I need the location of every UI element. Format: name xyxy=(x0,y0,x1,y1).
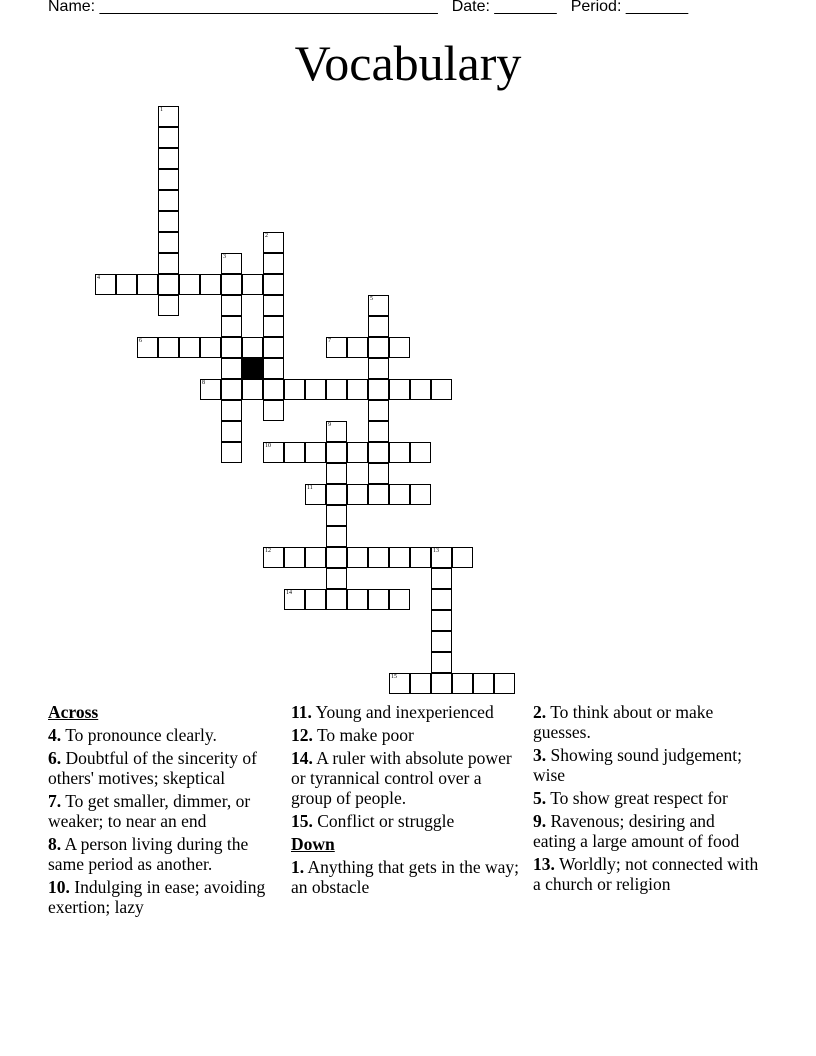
crossword-cell[interactable] xyxy=(158,211,179,232)
crossword-cell[interactable] xyxy=(158,190,179,211)
clue-number: 12 xyxy=(265,548,271,554)
crossword-cell[interactable] xyxy=(347,547,368,568)
crossword-cell[interactable] xyxy=(179,337,200,358)
crossword-cell[interactable] xyxy=(263,295,284,316)
crossword-cell[interactable] xyxy=(368,337,389,358)
crossword-cell[interactable] xyxy=(116,274,137,295)
down-heading: Down xyxy=(291,834,335,854)
worksheet-header xyxy=(48,0,702,16)
crossword-cell[interactable] xyxy=(221,400,242,421)
crossword-cell[interactable] xyxy=(431,568,452,589)
clue-number: 14 xyxy=(286,590,292,596)
crossword-cell[interactable] xyxy=(326,589,347,610)
clue-across-7: 7. To get smaller, dimmer, or weaker; to near an end xyxy=(48,791,251,831)
crossword-cell[interactable] xyxy=(410,673,431,694)
period-field: Period: _______ xyxy=(570,0,689,15)
crossword-cell[interactable] xyxy=(431,673,452,694)
crossword-cell[interactable] xyxy=(221,274,242,295)
crossword-cell[interactable] xyxy=(284,547,305,568)
crossword-cell[interactable] xyxy=(368,358,389,379)
clue-number: 9 xyxy=(328,422,331,428)
crossword-cell[interactable] xyxy=(326,421,347,442)
clue-down-2: 2. To think about or make guesses. xyxy=(533,702,714,742)
clue-across-4: 4. To pronounce clearly. xyxy=(48,725,217,745)
crossword-cell[interactable] xyxy=(473,673,494,694)
crossword-cell[interactable] xyxy=(326,484,347,505)
crossword-cell[interactable] xyxy=(389,442,410,463)
crossword-cell[interactable] xyxy=(431,547,452,568)
crossword-cell[interactable] xyxy=(158,295,179,316)
crossword-cell[interactable] xyxy=(305,589,326,610)
crossword-cell[interactable] xyxy=(431,379,452,400)
crossword-cell[interactable] xyxy=(158,232,179,253)
crossword-cell[interactable] xyxy=(263,253,284,274)
crossword-cell[interactable] xyxy=(305,484,326,505)
crossword-cell[interactable] xyxy=(431,589,452,610)
clues-column-1 xyxy=(48,702,276,920)
clue-number: 7 xyxy=(328,338,331,344)
crossword-cell[interactable] xyxy=(326,568,347,589)
crossword-cell[interactable] xyxy=(221,337,242,358)
crossword-cell[interactable] xyxy=(347,337,368,358)
crossword-cell[interactable] xyxy=(347,379,368,400)
crossword-cell[interactable] xyxy=(221,442,242,463)
crossword-cell[interactable] xyxy=(158,253,179,274)
clue-number: 3 xyxy=(223,254,226,260)
crossword-cell[interactable] xyxy=(242,379,263,400)
clue-down-13: 13. Worldly; not connected with a church or religion xyxy=(533,854,759,894)
crossword-cell[interactable] xyxy=(263,358,284,379)
clue-number: 11 xyxy=(307,485,313,491)
clue-across-15: 15. Conflict or struggle xyxy=(291,811,455,831)
crossword-cell[interactable] xyxy=(368,379,389,400)
crossword-cell[interactable] xyxy=(389,337,410,358)
clue-down-5: 5. To show great respect for xyxy=(533,788,728,808)
clue-across-6: 6. Doubtful of the sincerity of others' motives; skeptical xyxy=(48,748,257,788)
crossword-cell[interactable] xyxy=(263,232,284,253)
crossword-cell[interactable] xyxy=(368,547,389,568)
crossword-cell[interactable] xyxy=(158,274,179,295)
crossword-cell[interactable] xyxy=(326,337,347,358)
clue-across-8: 8. A person living during the same period as another. xyxy=(48,834,249,874)
crossword-cell[interactable] xyxy=(200,274,221,295)
crossword-cell[interactable] xyxy=(242,274,263,295)
crossword-cell[interactable] xyxy=(200,337,221,358)
crossword-cell[interactable] xyxy=(284,442,305,463)
clues-column-2 xyxy=(291,702,519,900)
crossword-cell[interactable] xyxy=(263,316,284,337)
crossword-cell[interactable] xyxy=(263,547,284,568)
crossword-cell[interactable] xyxy=(389,484,410,505)
crossword-cell[interactable] xyxy=(221,253,242,274)
crossword-cell[interactable] xyxy=(137,274,158,295)
clue-across-10: 10. Indulging in ease; avoiding exertion; lazy xyxy=(48,877,266,917)
crossword-cell[interactable] xyxy=(158,169,179,190)
clue-number: 15 xyxy=(391,674,397,680)
crossword-cell[interactable] xyxy=(158,148,179,169)
clue-number: 5 xyxy=(370,296,373,302)
clue-across-12: 12. To make poor xyxy=(291,725,414,745)
crossword-cell[interactable] xyxy=(263,337,284,358)
crossword-cell[interactable] xyxy=(158,337,179,358)
crossword-cell[interactable] xyxy=(368,484,389,505)
clue-number: 1 xyxy=(160,107,163,113)
crossword-cell[interactable] xyxy=(326,442,347,463)
crossword-cell[interactable] xyxy=(326,505,347,526)
crossword-cell[interactable] xyxy=(410,484,431,505)
crossword-cell[interactable] xyxy=(263,400,284,421)
crossword-cell[interactable] xyxy=(410,547,431,568)
crossword-cell[interactable] xyxy=(263,274,284,295)
crossword-cell[interactable] xyxy=(431,610,452,631)
crossword-cell[interactable] xyxy=(389,379,410,400)
crossword-cell[interactable] xyxy=(494,673,515,694)
crossword-cell[interactable] xyxy=(242,337,263,358)
name-field: Name: ______________________________________ xyxy=(48,0,438,15)
crossword-cell[interactable] xyxy=(368,421,389,442)
clue-number: 4 xyxy=(97,275,100,281)
crossword-cell[interactable] xyxy=(452,673,473,694)
crossword-cell[interactable] xyxy=(368,442,389,463)
crossword-cell[interactable] xyxy=(221,295,242,316)
crossword-cell[interactable] xyxy=(368,316,389,337)
crossword-cell[interactable] xyxy=(284,589,305,610)
crossword-cell[interactable] xyxy=(431,631,452,652)
crossword-cell[interactable] xyxy=(158,127,179,148)
date-field: Date: _______ xyxy=(451,0,557,15)
crossword-cell[interactable] xyxy=(389,547,410,568)
crossword-cell[interactable] xyxy=(368,295,389,316)
clue-number: 8 xyxy=(202,380,205,386)
crossword-cell[interactable] xyxy=(95,274,116,295)
crossword-cell[interactable] xyxy=(221,421,242,442)
crossword-cell[interactable] xyxy=(410,442,431,463)
crossword-cell[interactable] xyxy=(305,379,326,400)
crossword-cell[interactable] xyxy=(368,589,389,610)
clue-number: 10 xyxy=(265,443,271,449)
crossword-cell[interactable] xyxy=(326,526,347,547)
crossword-cell[interactable] xyxy=(263,379,284,400)
crossword-cell[interactable] xyxy=(368,400,389,421)
crossword-cell[interactable] xyxy=(326,547,347,568)
crossword-cell[interactable] xyxy=(347,484,368,505)
crossword-cell[interactable] xyxy=(389,589,410,610)
crossword-cell[interactable] xyxy=(263,442,284,463)
crossword-cell[interactable] xyxy=(389,673,410,694)
clue-down-3: 3. Showing sound judgement; wise xyxy=(533,745,743,785)
clue-across-14: 14. A ruler with absolute power or tyrannical control over a group of people. xyxy=(291,748,512,808)
clue-number: 13 xyxy=(433,548,439,554)
clue-number: 2 xyxy=(265,233,268,239)
crossword-cell[interactable] xyxy=(410,379,431,400)
clue-across-11: 11. Young and inexperienced xyxy=(291,702,494,722)
crossword-cell[interactable] xyxy=(284,379,305,400)
clue-down-9: 9. Ravenous; desiring and eating a large amount of food xyxy=(533,811,740,851)
clues-column-3 xyxy=(533,702,761,897)
crossword-cell[interactable] xyxy=(200,379,221,400)
crossword-cell[interactable] xyxy=(305,547,326,568)
crossword-cell[interactable] xyxy=(326,463,347,484)
crossword-cell[interactable] xyxy=(305,442,326,463)
crossword-cell[interactable] xyxy=(347,589,368,610)
crossword-cell[interactable] xyxy=(347,442,368,463)
clue-number: 6 xyxy=(139,338,142,344)
crossword-cell[interactable] xyxy=(326,379,347,400)
crossword-cell[interactable] xyxy=(452,547,473,568)
crossword-cell[interactable] xyxy=(368,463,389,484)
crossword-cell[interactable] xyxy=(431,652,452,673)
across-heading: Across xyxy=(48,702,99,722)
crossword-cell[interactable] xyxy=(158,106,179,127)
crossword-cell[interactable] xyxy=(221,379,242,400)
crossword-cell[interactable] xyxy=(221,358,242,379)
crossword-cell[interactable] xyxy=(179,274,200,295)
clue-down-1: 1. Anything that gets in the way; an obstacle xyxy=(291,857,519,897)
crossword-cell[interactable] xyxy=(221,316,242,337)
crossword-black-cell xyxy=(242,358,263,379)
page-title: Vocabulary xyxy=(294,35,522,91)
crossword-cell[interactable] xyxy=(137,337,158,358)
